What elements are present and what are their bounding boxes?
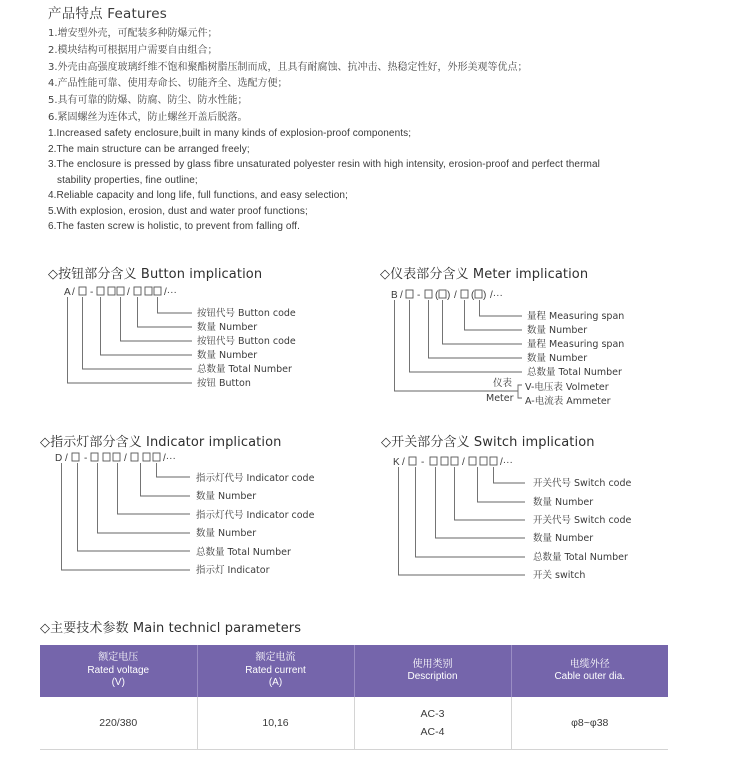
feature-cn-item: 6.紧固螺丝为连体式，防止螺丝开盖后脱落。 xyxy=(48,111,248,123)
code-box xyxy=(425,290,432,298)
column-header-rated-current xyxy=(197,645,354,697)
feature-en-item: 5.With explosion, erosion, dust and water proof functions; xyxy=(48,205,308,217)
code-box xyxy=(441,457,448,465)
column-header-description xyxy=(354,645,511,697)
label: 总数量 Total Number xyxy=(197,364,292,375)
code-box xyxy=(103,453,110,461)
code-box xyxy=(490,457,497,465)
code-box xyxy=(430,457,437,465)
label: 按钮代号 Button code xyxy=(197,308,296,319)
label: 开关代号 Switch code xyxy=(533,478,632,489)
code-box xyxy=(131,453,138,461)
label: 按钮代号 Button code xyxy=(197,336,296,347)
code-slash: / xyxy=(400,290,403,301)
button-code-suffix: /··· xyxy=(164,287,177,298)
feature-cn-item: 1.增安型外壳，可配装多种防爆元件； xyxy=(48,28,218,39)
code-box xyxy=(108,287,115,295)
label: 数量 Number xyxy=(527,325,588,336)
table-row xyxy=(40,697,668,750)
code-slash: / xyxy=(124,453,127,464)
code-box xyxy=(461,290,468,298)
label: 数量 Number xyxy=(533,533,594,544)
label: 指示灯代号 Indicator code xyxy=(196,510,315,521)
leader-line xyxy=(399,467,526,575)
leader-line xyxy=(83,297,193,369)
column-header-cable-outer-dia xyxy=(511,645,668,697)
code-box xyxy=(91,453,98,461)
features-list-cn xyxy=(48,26,528,127)
code-paren: ( xyxy=(471,290,475,301)
meter-option: V-电压表 Volmeter xyxy=(525,382,609,393)
code-box xyxy=(451,457,458,465)
label: 数量 Number xyxy=(196,491,257,502)
code-box xyxy=(475,290,482,298)
meter-leader-lines xyxy=(395,300,523,398)
leader-line xyxy=(480,300,523,316)
label: 按钮 Button xyxy=(197,378,251,389)
switch-code-prefix: K xyxy=(393,457,400,468)
leader-line xyxy=(436,467,526,538)
leader-line xyxy=(410,300,523,372)
switch-leader-lines xyxy=(399,467,526,575)
code-paren: ) xyxy=(447,290,451,301)
button-code-format xyxy=(64,287,177,298)
cell-cable-outer-dia: φ8~φ38 xyxy=(511,697,668,750)
code-box xyxy=(113,453,120,461)
meter-option: A-电流表 Ammeter xyxy=(525,396,611,407)
feature-cn-item: 2.模块结构可根据用户需要自由组合； xyxy=(48,44,218,56)
leader-line xyxy=(455,467,526,520)
label: 数量 Number xyxy=(196,528,257,539)
leader-line xyxy=(78,463,191,551)
code-slash: / xyxy=(72,287,75,298)
cell-rated-current: 10,16 xyxy=(197,697,354,750)
feature-en-item: 2.The main structure can be arranged freely; xyxy=(48,143,250,155)
switch-code-suffix: /··· xyxy=(500,457,513,468)
label: 量程 Measuring span xyxy=(527,339,625,350)
meter-code-suffix: /··· xyxy=(490,290,503,301)
feature-cn-item: 5.具有可靠的防爆、防腐、防尘、防水性能； xyxy=(48,95,248,107)
indicator-implication-title: ◇指示灯部分含义 Indicator implication xyxy=(40,435,282,450)
code-box xyxy=(145,287,152,295)
header-cn: 电缆外径 xyxy=(569,658,610,670)
button-leader-lines xyxy=(68,297,193,383)
code-box xyxy=(439,290,446,298)
feature-en-item: 6.The fasten screw is holistic, to prevent from falling off. xyxy=(48,221,301,232)
parameters-title: ◇主要技术参数 Main technicl parameters xyxy=(40,621,302,636)
leader-line xyxy=(98,463,191,533)
features-title: 产品特点 Features xyxy=(48,6,167,22)
switch-code-format xyxy=(393,457,513,468)
code-box xyxy=(117,287,124,295)
code-box xyxy=(97,287,104,295)
meter-implication-title: ◇仪表部分含义 Meter implication xyxy=(380,267,589,282)
meter-cn-label: 仪表 xyxy=(493,378,513,389)
cell-rated-voltage: 220/380 xyxy=(40,697,197,750)
leader-line xyxy=(443,300,523,344)
code-dash: - xyxy=(421,457,425,468)
leader-line xyxy=(138,297,193,327)
header-en: Description xyxy=(407,671,458,682)
feature-en-item-continuation: stability properties, fine outline; xyxy=(57,174,198,186)
code-box xyxy=(143,453,150,461)
leader-line xyxy=(101,297,193,355)
meter-labels xyxy=(486,310,624,407)
leader-line xyxy=(68,297,193,383)
feature-en-item: 4.Reliable capacity and long life, full functions, and easy selection; xyxy=(48,190,348,201)
description-value: AC-4 xyxy=(420,726,445,738)
code-dash: - xyxy=(84,453,88,464)
header-unit: (A) xyxy=(268,677,283,689)
meter-code-prefix: B xyxy=(391,290,398,301)
label: 总数量 Total Number xyxy=(533,552,628,563)
button-code-prefix: A xyxy=(64,287,71,298)
code-box xyxy=(480,457,487,465)
code-slash: / xyxy=(454,290,457,301)
feature-en-item: 1.Increased safety enclosure,built in many kinds of explosion-proof components; xyxy=(48,128,412,139)
code-slash: / xyxy=(402,457,405,468)
code-slash: / xyxy=(65,453,68,464)
header-cn: 额定电压 xyxy=(98,652,139,664)
code-box xyxy=(409,457,416,465)
switch-implication-title: ◇开关部分含义 Switch implication xyxy=(381,435,595,450)
description-value: AC-3 xyxy=(420,708,445,720)
indicator-code-format xyxy=(55,453,176,464)
indicator-leader-lines xyxy=(62,463,191,570)
label: 开关 switch xyxy=(533,570,586,581)
label: 开关代号 Switch code xyxy=(533,515,632,526)
leader-line xyxy=(121,297,193,341)
header-unit: (V) xyxy=(111,677,125,689)
code-box xyxy=(406,290,413,298)
label: 总数量 Total Number xyxy=(196,547,291,558)
label: 指示灯 Indicator xyxy=(196,565,270,576)
label: 数量 Number xyxy=(197,322,258,333)
header-cn: 额定电流 xyxy=(255,652,296,664)
indicator-code-prefix: D xyxy=(55,453,63,464)
feature-cn-item: 4.产品性能可靠、使用寿命长、切能齐全、选配方便； xyxy=(48,78,288,90)
label: 指示灯代号 Indicator code xyxy=(196,473,315,484)
leader-line xyxy=(478,467,526,502)
code-box xyxy=(469,457,476,465)
leader-line xyxy=(494,467,526,483)
code-dash: - xyxy=(417,290,421,301)
code-paren: ( xyxy=(435,290,439,301)
feature-en-item: 3.The enclosure is pressed by glass fibre unsaturated polyester resin with high intensity, erosion-proof and perfect thermal xyxy=(48,159,600,170)
meter-option-bracket xyxy=(518,385,522,398)
indicator-code-suffix: /··· xyxy=(163,453,176,464)
header-en: Rated voltage xyxy=(87,664,150,676)
leader-line xyxy=(395,300,519,391)
code-dash: - xyxy=(90,287,94,298)
header-en: Rated current xyxy=(245,664,306,676)
leader-line xyxy=(62,463,191,570)
leader-line xyxy=(158,297,193,313)
header-cn: 使用类别 xyxy=(412,658,453,670)
header-en: Cable outer dia. xyxy=(554,671,626,682)
label: 量程 Measuring span xyxy=(527,311,625,322)
code-box xyxy=(153,453,160,461)
indicator-labels xyxy=(196,472,315,576)
table-header-row xyxy=(40,645,668,697)
code-slash: / xyxy=(127,287,130,298)
label: 总数量 Total Number xyxy=(527,367,622,378)
label: 数量 Number xyxy=(527,353,588,364)
code-paren: ) xyxy=(483,290,487,301)
leader-line xyxy=(118,463,191,514)
code-box xyxy=(134,287,141,295)
label: 数量 Number xyxy=(533,497,594,508)
parameters-table xyxy=(40,645,668,750)
leader-line xyxy=(429,300,523,358)
code-box xyxy=(154,287,161,295)
switch-labels xyxy=(533,477,632,581)
button-labels xyxy=(197,307,296,389)
feature-cn-item: 3.外壳由高强度玻璃纤维不饱和聚酯树脂压制而成，且具有耐腐蚀、抗冲击、热稳定性好，外形美观等优点； xyxy=(48,61,528,73)
meter-code-format xyxy=(391,290,503,301)
cell-description xyxy=(354,697,511,750)
code-box xyxy=(72,453,79,461)
code-box xyxy=(79,287,86,295)
code-slash: / xyxy=(462,457,465,468)
label: 数量 Number xyxy=(197,350,258,361)
leader-line xyxy=(465,300,523,330)
button-implication-title: ◇按钮部分含义 Button implication xyxy=(48,267,263,282)
features-list-en xyxy=(48,126,600,235)
leader-line xyxy=(157,463,191,477)
column-header-rated-voltage xyxy=(40,645,197,697)
leader-line xyxy=(416,467,526,557)
meter-en-label: Meter xyxy=(486,393,514,404)
leader-line xyxy=(141,463,191,496)
